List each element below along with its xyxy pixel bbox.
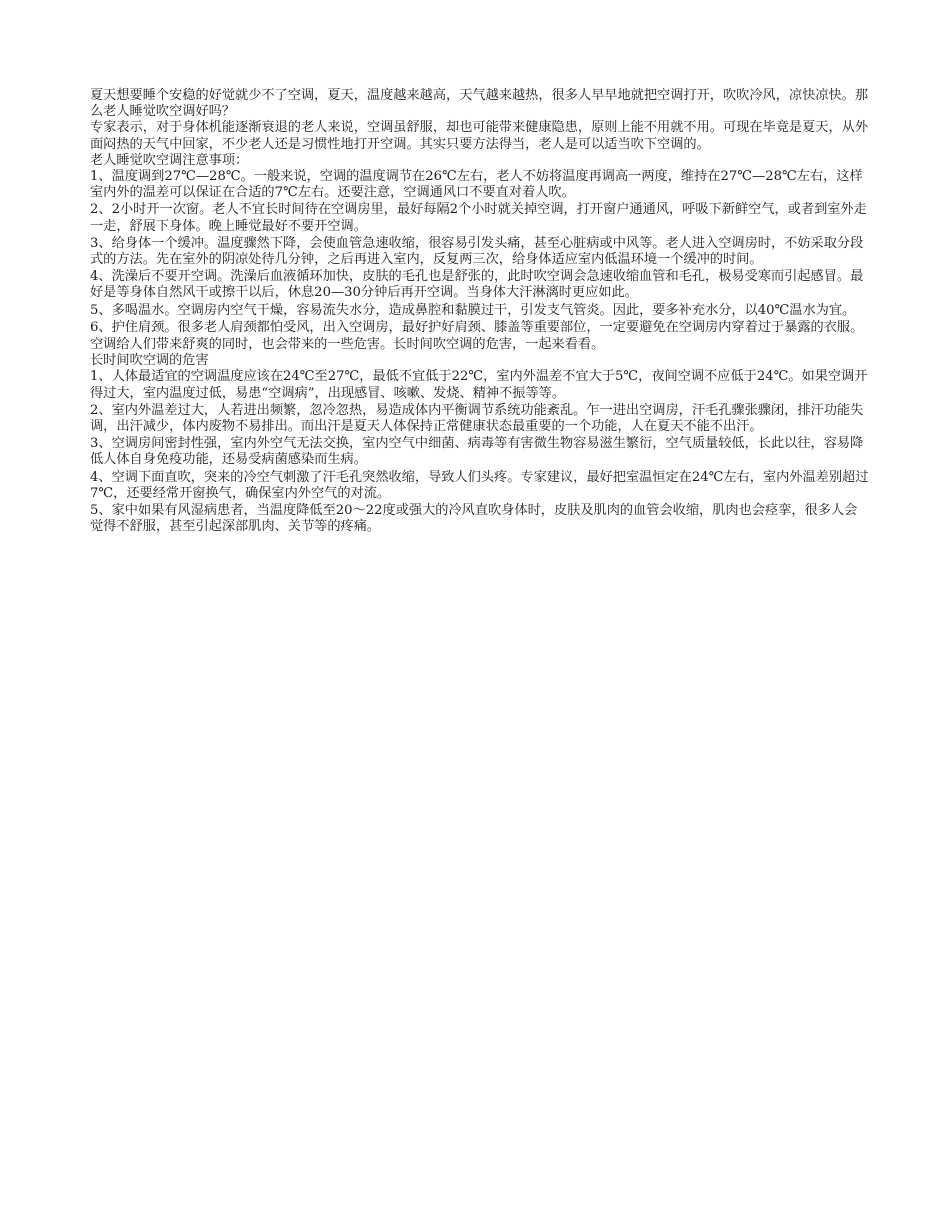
precaution-item-1: 1、温度调到27℃—28℃。一般来说，空调的温度调节在26℃左右，老人不妨将温度再调高一两度，维持在27℃—28℃左右，这样室内外的温差可以保证在合适的7℃左右。还要注意，空调通风口不要直对着人吹。 xyxy=(90,169,863,201)
precaution-item-6: 6、护住肩颈。很多老人肩颈都怕受风，出入空调房，最好护好肩颈、膝盖等重要部位，一定要避免在空调房内穿着过于暴露的衣服。 xyxy=(90,319,864,335)
harm-item-5: 5、家中如果有风湿病患者，当温度降低至20～22度或强大的冷风直吹身体时，皮肤及肌肉的血管会收缩，肌肉也会痉挛，很多人会觉得不舒服，甚至引起深部肌肉、关节等的疼痛。 xyxy=(90,503,858,535)
harm-item-1: 1、人体最适宜的空调温度应该在24℃至27℃，最低不宜低于22℃，室内外温差不宜大于5℃，夜间空调不应低于24℃。如果空调开得过大，室内温度过低，易患“空调病”，出现感冒、咳嗽、发烧、精神不振等等。 xyxy=(90,369,868,401)
transition-paragraph: 空调给人们带来舒爽的同时，也会带来的一些危害。长时间吹空调的危害，一起来看看。 xyxy=(90,337,605,353)
intro-paragraph-2: 专家表示，对于身体机能逐渐衰退的老人来说，空调虽舒服，却也可能带来健康隐患，原则上能不用就不用。可现在毕竟是夏天，从外面闷热的天气中回家，不少老人还是习惯性地打开空调。其实只要方法得当，老人是可以适当吹下空调的。 xyxy=(90,120,869,152)
harm-item-4: 4、空调下面直吹，突来的冷空气刺激了汗毛孔突然收缩，导致人们头疼。专家建议，最好把室温恒定在24℃左右，室内外温差别超过7℃，还要经常开窗换气，确保室内外空气的对流。 xyxy=(90,469,869,501)
harm-item-3: 3、空调房间密封性强，室内外空气无法交换，室内空气中细菌、病毒等有害微生物容易滋生繁衍，空气质量较低，长此以往，容易降低人体自身免疫功能，还易受病菌感染而生病。 xyxy=(90,436,864,468)
precaution-item-5: 5、多喝温水。空调房内空气干燥，容易流失水分，造成鼻腔和黏膜过干，引发支气管炎。因此，要多补充水分，以40℃温水为宜。 xyxy=(90,302,856,318)
precaution-item-3: 3、给身体一个缓冲。温度骤然下降，会使血管急速收缩，很容易引发头痛，甚至心脏病或中风等。老人进入空调房时，不妨采取分段式的方法。先在室外的阴凉处待几分钟，之后再进入室内，反复两三次，给身体适应室内低温环境一个缓冲的时间。 xyxy=(90,235,864,268)
precaution-item-4: 4、洗澡后不要开空调。洗澡后血液循环加快，皮肤的毛孔也是舒张的，此时吹空调会急速收缩血管和毛孔，极易受寒而引起感冒。最好是等身体自然风干或擦干以后，休息20—30分钟后再开空调。当身体大汗淋漓时更应如此。 xyxy=(90,269,864,301)
intro-paragraph-1: 夏天想要睡个安稳的好觉就少不了空调，夏天，温度越来越高，天气越来越热，很多人早早地就把空调打开，吹吹冷风，凉快凉快。那么老人睡觉吹空调好吗？ xyxy=(90,88,869,120)
section-heading-precautions: 老人睡觉吹空调注意事项： xyxy=(90,152,249,168)
section-heading-harms: 长时间吹空调的危害 xyxy=(90,353,209,369)
precaution-item-2: 2、2小时开一次窗。老人不宜长时间待在空调房里，最好每隔2个小时就关掉空调，打开窗户通通风，呼吸下新鲜空气，或者到室外走一走，舒展下身体。晚上睡觉最好不要开空调。 xyxy=(90,202,867,234)
document-body xyxy=(90,88,870,536)
harm-item-2: 2、室内外温差过大，人若进出频繁，忽冷忽热，易造成体内平衡调节系统功能紊乱。乍一进出空调房，汗毛孔骤张骤闭，排汗功能失调，出汗减少，体内废物不易排出。而出汗是夏天人体保持正常健康状态最重要的一个功能，人在夏天不能不出汗。 xyxy=(90,402,864,435)
